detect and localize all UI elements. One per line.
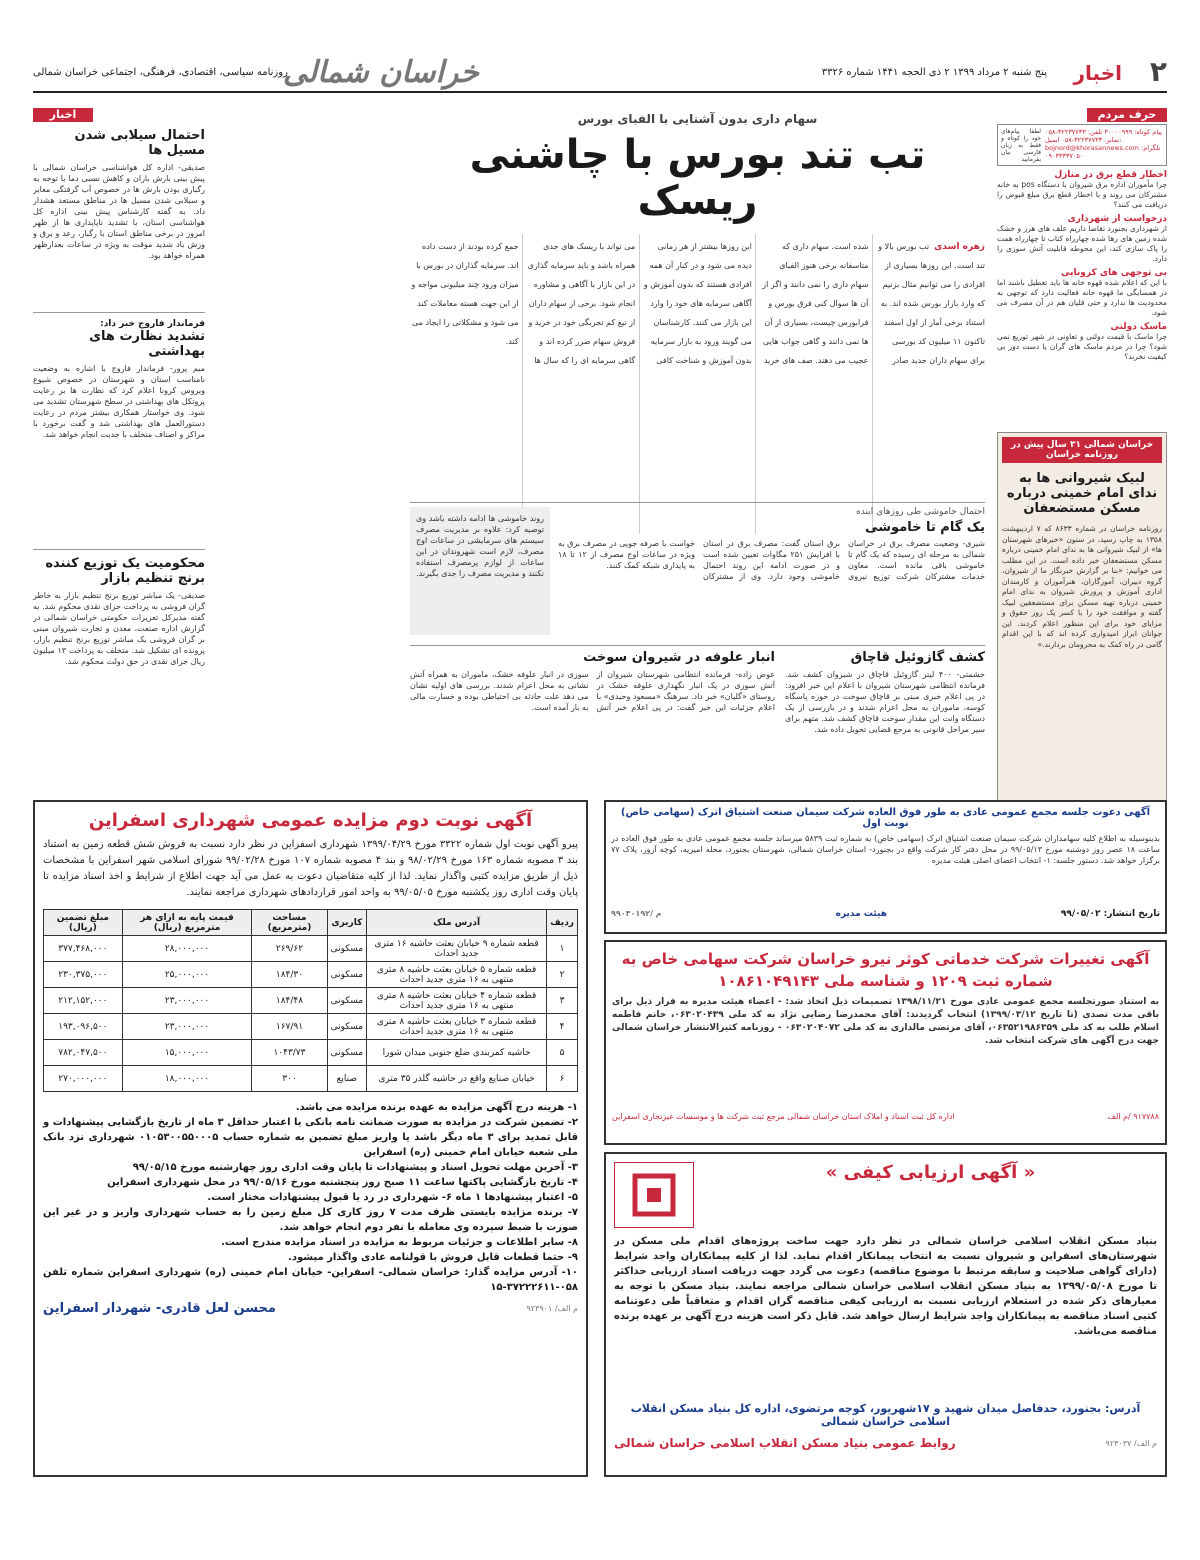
fire-text: عوض زاده- فرمانده انتظامی شهرستان شیروان از آتش سوزی در یک انبار نگهداری علوفه خشک در روستای «گلیان» خبر داد. سرهنگ «مسعود وحیدی» با اعلام جزئیات این خبر گفت: در پی اعلام خبر آتش سوزی در انبار علوفه خشک، ماموران به همراه آتش نشانی به محل اعزام شدند. بررسی های اولیه نشان می دهد علت حادثه بی احتیاطی بوده و خسارت مالی به بار آمده است.	[410, 670, 775, 712]
fuel-title: کشف گازوئیل قاچاق	[850, 650, 985, 665]
ad-kowsar-text: به استناد صورتجلسه مجمع عمومی عادی مورخ ۱۳۹۸/۱۱/۲۱ تصمیمات ذیل اتخاذ شد: - اعضاء هیئت مدیره به قرار ذیل برای باقی مدت تصدی (تا تاریخ ۱۳۹۹/۰۳/۱۲) انتخاب گردیدند: آقای محمدرضا رضایی نژاد به کد ملی ۰۶۳۰۲۰۴۳۹، خانم فاطمه اسلام طلب به کد ملی ۰۶۳۵۲۱۹۸۶۳۵۹، آقای مرتضی مالداری به کد ملی ۰۶۳۰۲۰۴۰۷۲ - روزنامه کثیرالانتشار خراسان شمالی جهت درج آگهی های شرکت انتخاب شد.	[612, 997, 1159, 1046]
table-cell: صنایع	[327, 1066, 366, 1092]
table-cell: مسکونی	[327, 1040, 366, 1066]
ad-esfarayen-sign: محسن لعل قادری- شهردار اسفراین	[43, 1301, 276, 1316]
page-number: ۲	[1149, 55, 1167, 88]
table-cell: ۱۸۴/۳۰	[252, 962, 327, 988]
ad-maskan-title: « آگهی ارزیابی کیفی »	[825, 1162, 1036, 1183]
harf-mardom	[997, 108, 1167, 468]
table-header: کاربری	[327, 910, 366, 936]
newspaper-logo: خراسان شمالی	[283, 55, 479, 90]
silence-box: روند خاموشی ها ادامه داشته باشد وی توصیه کرد: علاوه بر مدیریت مصرف سیستم های سرمایشی در ساعات اوج مصرف، لازم است شهروندان در این ساعات از لوازم پرمصرف استفاده نکنند و مدیریت مصرف را جدی بگیرند.	[410, 507, 550, 635]
table-cell: قطعه شماره ۹ خیابان بعثت حاشیه ۱۶ متری جدید احداث	[367, 936, 547, 962]
table-cell: ۶	[547, 1066, 578, 1092]
table-cell: ۲۸,۰۰۰,۰۰۰	[122, 936, 252, 962]
table-cell: ۱۵,۰۰۰,۰۰۰	[122, 1040, 252, 1066]
main-body: تب بورس بالا و تند است. این روزها بسیاری از افرادی را می توانیم مثال بزنیم که وارد بازار بورس شده اند. به استناد برخی آمار از اول اسفند تاکنون ۱۱ میلیون کد بورسی برای سهام داران جدید صادر شده است. سهام داری که متاسفانه برخی هنوز الفبای سهام داری را نمی دانند و اگر از آن ها سوال کنی فرق بورس و فرابورس چیست، بسیاری از آن ها نمی دانند و گاهی جواب هایی عجیب می دهند. صف های خرید این روزها بیشتر از هر زمانی دیده می شود و در کنار آن همه افرادی هستند که بدون آموزش و آگاهی سرمایه های خود را وارد این بازار می کنند. کارشناسان می گویند ورود به بازار سرمایه بدون آموزش و شناخت کافی می تواند با ریسک های جدی همراه باشد و باید سرمایه گذاری در این بازار با آگاهی و مشاوره انجام شود. برخی از سهام داران از تیغ کم تجربگی خود در خرید و فروش سهام ضرر کرده اند و گاهی سرمایه ای را که سال ها جمع کرده بودند از دست داده اند. سرمایه گذاران در بورس با میزان ورود چند میلیونی مواجه و از این جهت هسته معاملات کند می شود و مشکلاتی را ایجاد می کند.	[411, 242, 985, 365]
ad-atrak-sign: هیئت مدیره	[835, 909, 887, 919]
auction-condition: ۵- اعتبار پیشنهادها ۱ ماه ۶- شهرداری در رد یا قبول پیشنهادات مختار است.	[207, 1192, 578, 1203]
table-cell: قطعه شماره ۳ خیابان بعثت حاشیه ۸ متری منتهی به ۱۶ متری جدید احداث	[367, 1014, 547, 1040]
silence-title: یک گام تا خاموشی	[865, 520, 985, 535]
auction-condition: ۳- آخرین مهلت تحویل اسناد و پیشنهادات تا پایان وقت اداری روز چهارشنبه مورخ ۹۹/۰۵/۱۵	[132, 1162, 578, 1173]
auction-condition: ۱۰- آدرس مزایده گذار: خراسان شمالی- اسفراین- خیابان امام خمینی (ره) شهرداری اسفراین شماره تلفن ۰۵۸-۳۷۲۲۲۶۱۱-۱۵	[43, 1267, 578, 1293]
ad-maskan-sign: روابط عمومی بنیاد مسکن انقلاب اسلامی خراسان شمالی	[614, 1436, 956, 1450]
fuel-text: حشمتی- ۴۰۰ لیتر گازوئیل قاچاق در شیروان کشف شد. فرمانده انتظامی شهرستان شیروان با اعلام این خبر افزود: در پی اعلام خبری مبنی بر قاچاق سوخت در حوزه پاسگاه کوسه، ماموران به محل اعزام شدند و در بازرسی از یک دستگاه وانت این مقدار سوخت قاچاق کشف شد. متهم برای سیر مراحل قانونی به مرجع قضایی تحویل داده شد.	[785, 670, 985, 734]
ad-maskan-address: آدرس: بجنورد، حدفاصل میدان شهید و ۱۷شهریور، کوچه مرتضوی، اداره کل بنیاد مسکن انقلاب اسلامی خراسان شمالی	[630, 1402, 1141, 1428]
table-row	[44, 1066, 578, 1092]
table-cell: ۲۵,۰۰۰,۰۰۰	[122, 962, 252, 988]
left-news-label: اخبار	[33, 108, 93, 122]
harf-label: حرف مردم	[1087, 108, 1167, 122]
table-cell: ۲	[547, 962, 578, 988]
table-cell: ۵	[547, 1040, 578, 1066]
news-health-title: تشدید نظارت های بهداشتی	[89, 329, 205, 359]
news-rice-text: صدیقی- یک مباشر توزیع برنج تنظیم بازار به خاطر گران فروشی به پرداخت جزای نقدی محکوم شد. به گفته مدیرکل تعزیرات حکومتی خراسان شمالی در گزارش اداره صنعت، معدن و تجارت شیروان مبنی بر گران فروشی یک مباشر توزیع برنج تنظیم بازار، پرونده ای تشکیل شد. متخلف به پرداخت ۱۳ میلیون ریال جزای نقدی در حق دولت محکوم شد.	[33, 591, 205, 666]
ad-esfarayen-title: آگهی نوبت دوم مزایده عمومی شهرداری اسفراین	[88, 810, 533, 831]
ad-maskan-text: بنیاد مسکن انقلاب اسلامی خراسان شمالی در نظر دارد جهت ساخت پروژه‌های اقدام ملی مسکن در شهرستان‌های اسفراین و شیروان نسبت به انتخاب پیمانکار اقدام نماید. لذا از کلیه پیمانکاران واجد شرایط (دارای گواهی صلاحیت و سابقه مرتبط با موضوع مناقصه) دعوت می گردد جهت دریافت اسناد ارزیابی حداکثر تا مورخ ۱۳۹۹/۰۵/۰۸ به بنیاد مسکن انقلاب اسلامی خراسان شمالی مراجعه نمایند. بنیاد مسکن با توجه به معیارهای ذکر شده در استعلام ارزیابی نسبت به ارزیابی کیفی مناقصه گران اقدام و متعاقباً طی دعوتنامه کتبی اسناد مناقصه به پیمانکاران واجد شرایط ارسال خواهد شد. قابل ذکر است هزینه درج آگهی بر عهده برنده مناقصه می‌باشد.	[614, 1236, 1157, 1337]
table-cell: ۷۸۲,۰۴۷,۵۰۰	[44, 1040, 123, 1066]
short-news-row	[410, 645, 985, 795]
table-cell: حاشیه کمربندی ضلع جنوبی میدان شورا	[367, 1040, 547, 1066]
ad-kowsar-title: آگهی تغییرات شرکت خدماتی کوثر نیرو خراسان شرکت سهامی خاص به شماره ثبت ۱۲۰۹ و شناسه ملی ۱۰۸۶۱۰۴۹۱۴۳	[621, 950, 1150, 990]
table-cell: ۲۱۲,۱۵۲,۰۰۰	[44, 988, 123, 1014]
silence-story	[410, 502, 985, 642]
auction-condition: ۹- حتما قطعات قابل فروش با قولنامه عادی واگذار میشود.	[288, 1252, 578, 1263]
main-kicker: سهام داری بدون آشنایی با الفبای بورس	[577, 112, 818, 126]
table-cell: ۱۰۴۳/۷۳	[252, 1040, 327, 1066]
ad-maskan-code: ۹۲۴۰۳۷ /م الف	[1105, 1438, 1157, 1448]
fire-title: انبار علوفه در شیروان سوخت	[583, 650, 775, 665]
silence-text: شیری- وضعیت مصرف برق در خراسان شمالی به مرحله ای رسیده که یک گام تا خاموشی باقی مانده است. معاون خدمات مشترکان شرکت توزیع نیروی برق استان گفت: مصرف برق در استان با افزایش ۲۵۱ مگاوات تعیین شده است و در صورت ادامه این روند احتمال خاموشی وجود دارد. وی از مشترکان خواست با صرفه جویی در مصرف برق به ویژه در ساعات اوج مصرف از ۱۲ تا ۱۸ به پایداری شبکه کمک کنند.	[558, 539, 985, 581]
table-cell: مسکونی	[327, 962, 366, 988]
ad-esfarayen	[33, 800, 588, 1477]
newspaper-tagline: روزنامه سیاسی، اقتصادی، فرهنگی، اجتماعی خراسان شمالی	[33, 67, 288, 78]
history-label: خراسان شمالی ۳۱ سال پیش در روزنامه خراسان	[1002, 437, 1162, 463]
table-header: ردیف	[547, 910, 578, 936]
table-cell: ۲۳,۰۰۰,۰۰۰	[122, 988, 252, 1014]
ad-kowsar	[604, 940, 1167, 1145]
table-cell: ۲۳,۰۰۰,۰۰۰	[122, 1014, 252, 1040]
news-health-kicker: فرماندار فاروج خبر داد:	[100, 319, 205, 329]
table-row	[44, 1014, 578, 1040]
ad-atrak-code: ۹۹۰۳۰۱۹۲/ م	[611, 909, 662, 918]
main-story	[410, 112, 985, 494]
table-row	[44, 988, 578, 1014]
table-header: مساحت (مترمربع)	[252, 910, 327, 936]
news-flood-title: احتمال سیلابی شدن مسیل ها	[74, 128, 205, 158]
contact-info: پیام کوتاه: ۳۰۰۰۰۹۹۹ تلفن: ۳۲۲۳۷۷۳۳-۰۵۸ نمابر: ۳۲۲۳۷۷۳۳-۰۵۸ ایمیل: bojnord@khorasannews.com تلگرام: ۰۹۰۳۳۳۳۷۰۵۰	[1045, 128, 1162, 160]
silence-kicker: احتمال خاموشی طی روزهای اینده	[856, 507, 985, 517]
harf-item-title: درخواست از شهرداری	[1067, 214, 1167, 224]
main-headline: تب تند بورس با چاشنی ریسک	[469, 132, 926, 224]
table-cell: مسکونی	[327, 936, 366, 962]
table-cell: ۲۶۹/۶۲	[252, 936, 327, 962]
ad-esfarayen-code: م الف/ ۹۲۳۹۰۱	[526, 1304, 578, 1313]
table-cell: ۴	[547, 1014, 578, 1040]
harf-item-text: با این که اعلام شده قهوه خانه ها باید تعطیل باشند اما در همسایگی ما قهوه خانه فعالیت دارد که توجهی به محدودیت ها ندارد و حتی قلیان هم در آن مصرف می شود.	[997, 278, 1167, 317]
news-rice-title: محکومیت یک توزیع کننده برنج تنظیم بازار	[45, 556, 205, 586]
harf-item-text: چرا مأموران اداره برق شیروان با دستگاه pos به خانه مشترکان می روند و با اخطار قطع برق مبلغ قبوض را دریافت می کنند؟	[997, 180, 1167, 209]
contact-note: لطفا پیام‌های خود را کوتاه و فقط به زبان فارسی بیان بفرمایید	[1001, 128, 1041, 163]
table-cell: قطعه شماره ۴ خیابان بعثت حاشیه ۸ متری منتهی به ۱۶ متری جدید احداث	[367, 988, 547, 1014]
main-byline: زهره اسدی	[934, 242, 985, 252]
auction-condition: ۷- برنده مزایده بایستی ظرف مدت ۷ روز کاری کل مبلغ زمین را به حساب شهرداری واریز و در غیر این صورت با ضبط سپرده وی معامله با نفر دوم انجام خواهد شد.	[43, 1207, 578, 1233]
table-header: قیمت پایه به ازای هر مترمربع (ریال)	[122, 910, 252, 936]
table-cell: ۱۸,۰۰۰,۰۰۰	[122, 1066, 252, 1092]
table-cell: خیابان صنایع واقع در حاشیه گلذر ۳۵ متری	[367, 1066, 547, 1092]
harf-item-title: بی توجهی های کرونایی	[1061, 268, 1167, 278]
table-header: مبلغ تضمین (ریال)	[44, 910, 123, 936]
maskan-logo	[614, 1162, 694, 1228]
harf-item-title: اخطار قطع برق در منازل	[1054, 170, 1167, 180]
table-header: آدرس ملک	[367, 910, 547, 936]
auction-condition: ۸- سایر اطلاعات و جزئیات مربوط به مزایده در اسناد مزایده مندرج است.	[221, 1237, 578, 1248]
history-box	[997, 432, 1167, 802]
ad-atrak-date: تاریخ انتشار: ۹۹/۰۵/۰۲	[1060, 909, 1160, 919]
ad-maskan	[604, 1152, 1167, 1477]
news-health-text: میم پرور- فرماندار فاروج با اشاره به وضعیت نامناسب استان و شهرستان در خصوص شیوع ویروس کرونا اعلام کرد که نظارت ها بر رعایت پروتکل های بهداشتی در سطح شهرستان تشدید می شود. وی خواستار همکاری بیشتر مردم در رعایت دستورالعمل های بهداشتی شد و گفت برخورد با مراکز و اصناف متخلف با جدیت انجام خواهد شد.	[33, 364, 205, 439]
table-cell: ۱۹۳,۰۹۶,۵۰۰	[44, 1014, 123, 1040]
section-title: اخبار	[1073, 61, 1122, 85]
history-text: روزنامه خراسان در شماره ۸۶۳۳ که ۷ اردیبهشت ۱۳۵۸ به چاپ رسید، در ستون «خبرهای شهرستان ها» از لبیک شیروانی ها به ندای امام خمینی درباره مسکن مستضعفان خبر داده است. در این مطلب می خوانیم: «بنا بر گزارش خبرنگار ما از شیروان، گروه دبیران، آموزگاران، هنرآموزان و کارمندان اداری آموزش و پرورش شیروان به ندای امام خمینی درباره تهیه مسکن برای مستضعفین لبیک گفته و موافقت خود را با کسر یک روز حقوق و مزایای خود برای این منظور اعلام کردند. این جوانان ابراز امیدواری کرده اند که با این اقدام گامی در راه کمک به محرومان بردارند.»	[1002, 524, 1162, 649]
ad-atrak-text: بدینوسیله به اطلاع کلیه سهامداران شرکت سیمان صنعت اشتیاق اترک (سهامی خاص) به شماره ثبت ۵۸۳۹ میرساند جلسه مجمع عمومی عادی به طور فوق العاده در ساعت ۱۸ عصر روز دوشنبه مورخ ۹۹/۰۵/۱۳ در محل دفتر کار شرکت واقع در بجنورد- استان خراسان شمالی، شهرستان بجنورد، محله امیریه، کوچه آزور، پلاک ۷۷ برگزار خواهد شد. دستور جلسه: ۱- انتخاب اعضای اصلی هیئت مدیره	[611, 834, 1160, 865]
masthead	[33, 55, 1167, 93]
table-cell: قطعه شماره ۵ خیابان بعثت حاشیه ۸ متری منتهی به ۱۶ متری جدید احداث	[367, 962, 547, 988]
table-cell: مسکونی	[327, 1014, 366, 1040]
left-news-column	[33, 108, 205, 798]
ad-kowsar-code: ۹۱۷۷۸۸ /م الف	[1107, 1112, 1159, 1121]
ad-kowsar-footer: اداره کل ثبت اسناد و املاک استان خراسان شمالی مرجع ثبت شرکت ها و موسسات غیرتجاری اسفراین	[612, 1112, 955, 1121]
table-row	[44, 1040, 578, 1066]
table-cell: ۲۷۰,۰۰۰,۰۰۰	[44, 1066, 123, 1092]
table-row	[44, 936, 578, 962]
auction-condition: ۲- تضمین شرکت در مزایده به صورت ضمانت نامه بانکی یا اعتبار حداقل ۳ ماه از تاریخ بازگشایی پیشنهادات و قابل تمدید برای ۳ ماه دیگر باشد یا واریز مبلغ تضمین به شماره حساب ۰۱۰۵۳۰۰۵۵۰۰۰۵ شهرداری نزد بانک ملی شعبه خیابان امام خمینی (ره) اسفراین	[43, 1117, 579, 1158]
auction-condition: ۱- هزینه درج آگهی مزایده به عهده برنده مزایده می باشد.	[295, 1102, 578, 1113]
auction-condition: ۴- تاریخ بازگشایی پاکتها ساعت ۱۱ صبح روز پنجشنبه مورخ ۹۹/۰۵/۱۶ در محل شهرداری اسفراین	[107, 1177, 578, 1188]
auction-table	[43, 909, 578, 1092]
news-flood-text: صدیقی- اداره کل هواشناسی خراسان شمالی با پیش بینی بارش باران و کاهش نسبی دما با توجه به رگباری بودن بارش ها در خصوص آب گرفتگی معابر و سیلابی شدن مسیل ها در مناطق مستعد هشدار داد. به گفته کارشناس پیش بینی اداره کل هواشناسی استان، با تشدید ناپایداری ها از ظهر امروز در برخی مناطق استان با رگبار، رعد و برق و وزش باد شدید موقت به ویژه در ساعات بعدازظهر همراه خواهد بود.	[33, 163, 205, 260]
table-cell: ۲۳۰,۳۷۵,۰۰۰	[44, 962, 123, 988]
table-row	[44, 962, 578, 988]
ad-atrak	[604, 800, 1167, 934]
ad-atrak-title: آگهی دعوت جلسه مجمع عمومی عادی به طور فوق العاده شرکت سیمان صنعت اشتیاق اترک (سهامی خاص) نوبت اول	[620, 807, 1151, 829]
table-cell: ۱	[547, 936, 578, 962]
table-cell: ۱۸۴/۴۸	[252, 988, 327, 1014]
harf-item-title: ماسک دولتی	[1110, 322, 1167, 332]
table-cell: ۳	[547, 988, 578, 1014]
table-cell: ۳۷۷,۴۶۸,۰۰۰	[44, 936, 123, 962]
harf-item-text: از شهرداری بجنورد تقاضا داریم علف های هرز و خشک شده زمین های رها شده چهارراه کتاب تا چهارراه همت را پاک سازی کند، این محوطه قابلیت آتش سوزی را دارد.	[997, 224, 1167, 263]
history-headline: لبیک شیروانی ها به ندای امام خمینی درباره مسکن مستضعفان	[1006, 471, 1158, 516]
table-cell: ۱۶۷/۹۱	[252, 1014, 327, 1040]
table-cell: مسکونی	[327, 988, 366, 1014]
harf-item-text: چرا ماسک با قیمت دولتی و تعاونی در شهر توزیع نمی شود؟ چرا در مردم ماسک های گران یا دست دوز بی کیفیت نخرند؟	[997, 332, 1167, 361]
issue-date: پنج شنبه ۲ مرداد ۱۳۹۹ ۲ ذی الحجه ۱۴۴۱ شماره ۳۳۲۶	[821, 67, 1047, 78]
table-cell: ۳۰۰	[252, 1066, 327, 1092]
ad-esfarayen-intro: پیرو آگهی نوبت اول شماره ۳۳۲۲ مورخ ۱۳۹۹/۰۴/۲۹ شهرداری اسفراین در نظر دارد نسبت به فروش شش قطعه زمین به استناد بند ۳ مصوبه شماره ۱۶۳ مورخ ۹۸/۰۲/۲۹ و بند ۴ مصوبه شماره ۱۰۷ مورخ ۹۹/۰۲/۲۸ شورای اسلامی شهر اسفراین با مشخصات ذیل از طریق مزایده کتبی واگذار نماید. لذا از کلیه متقاضیان دعوت به عمل می آید جهت اطلاع از شرایط و اخذ اسناد مزایده تا پایان وقت اداری روز یکشنبه مورخ ۹۹/۰۵/۰۵ به واحد امور قراردادهای شهرداری مراجعه نمایند.	[43, 839, 578, 898]
